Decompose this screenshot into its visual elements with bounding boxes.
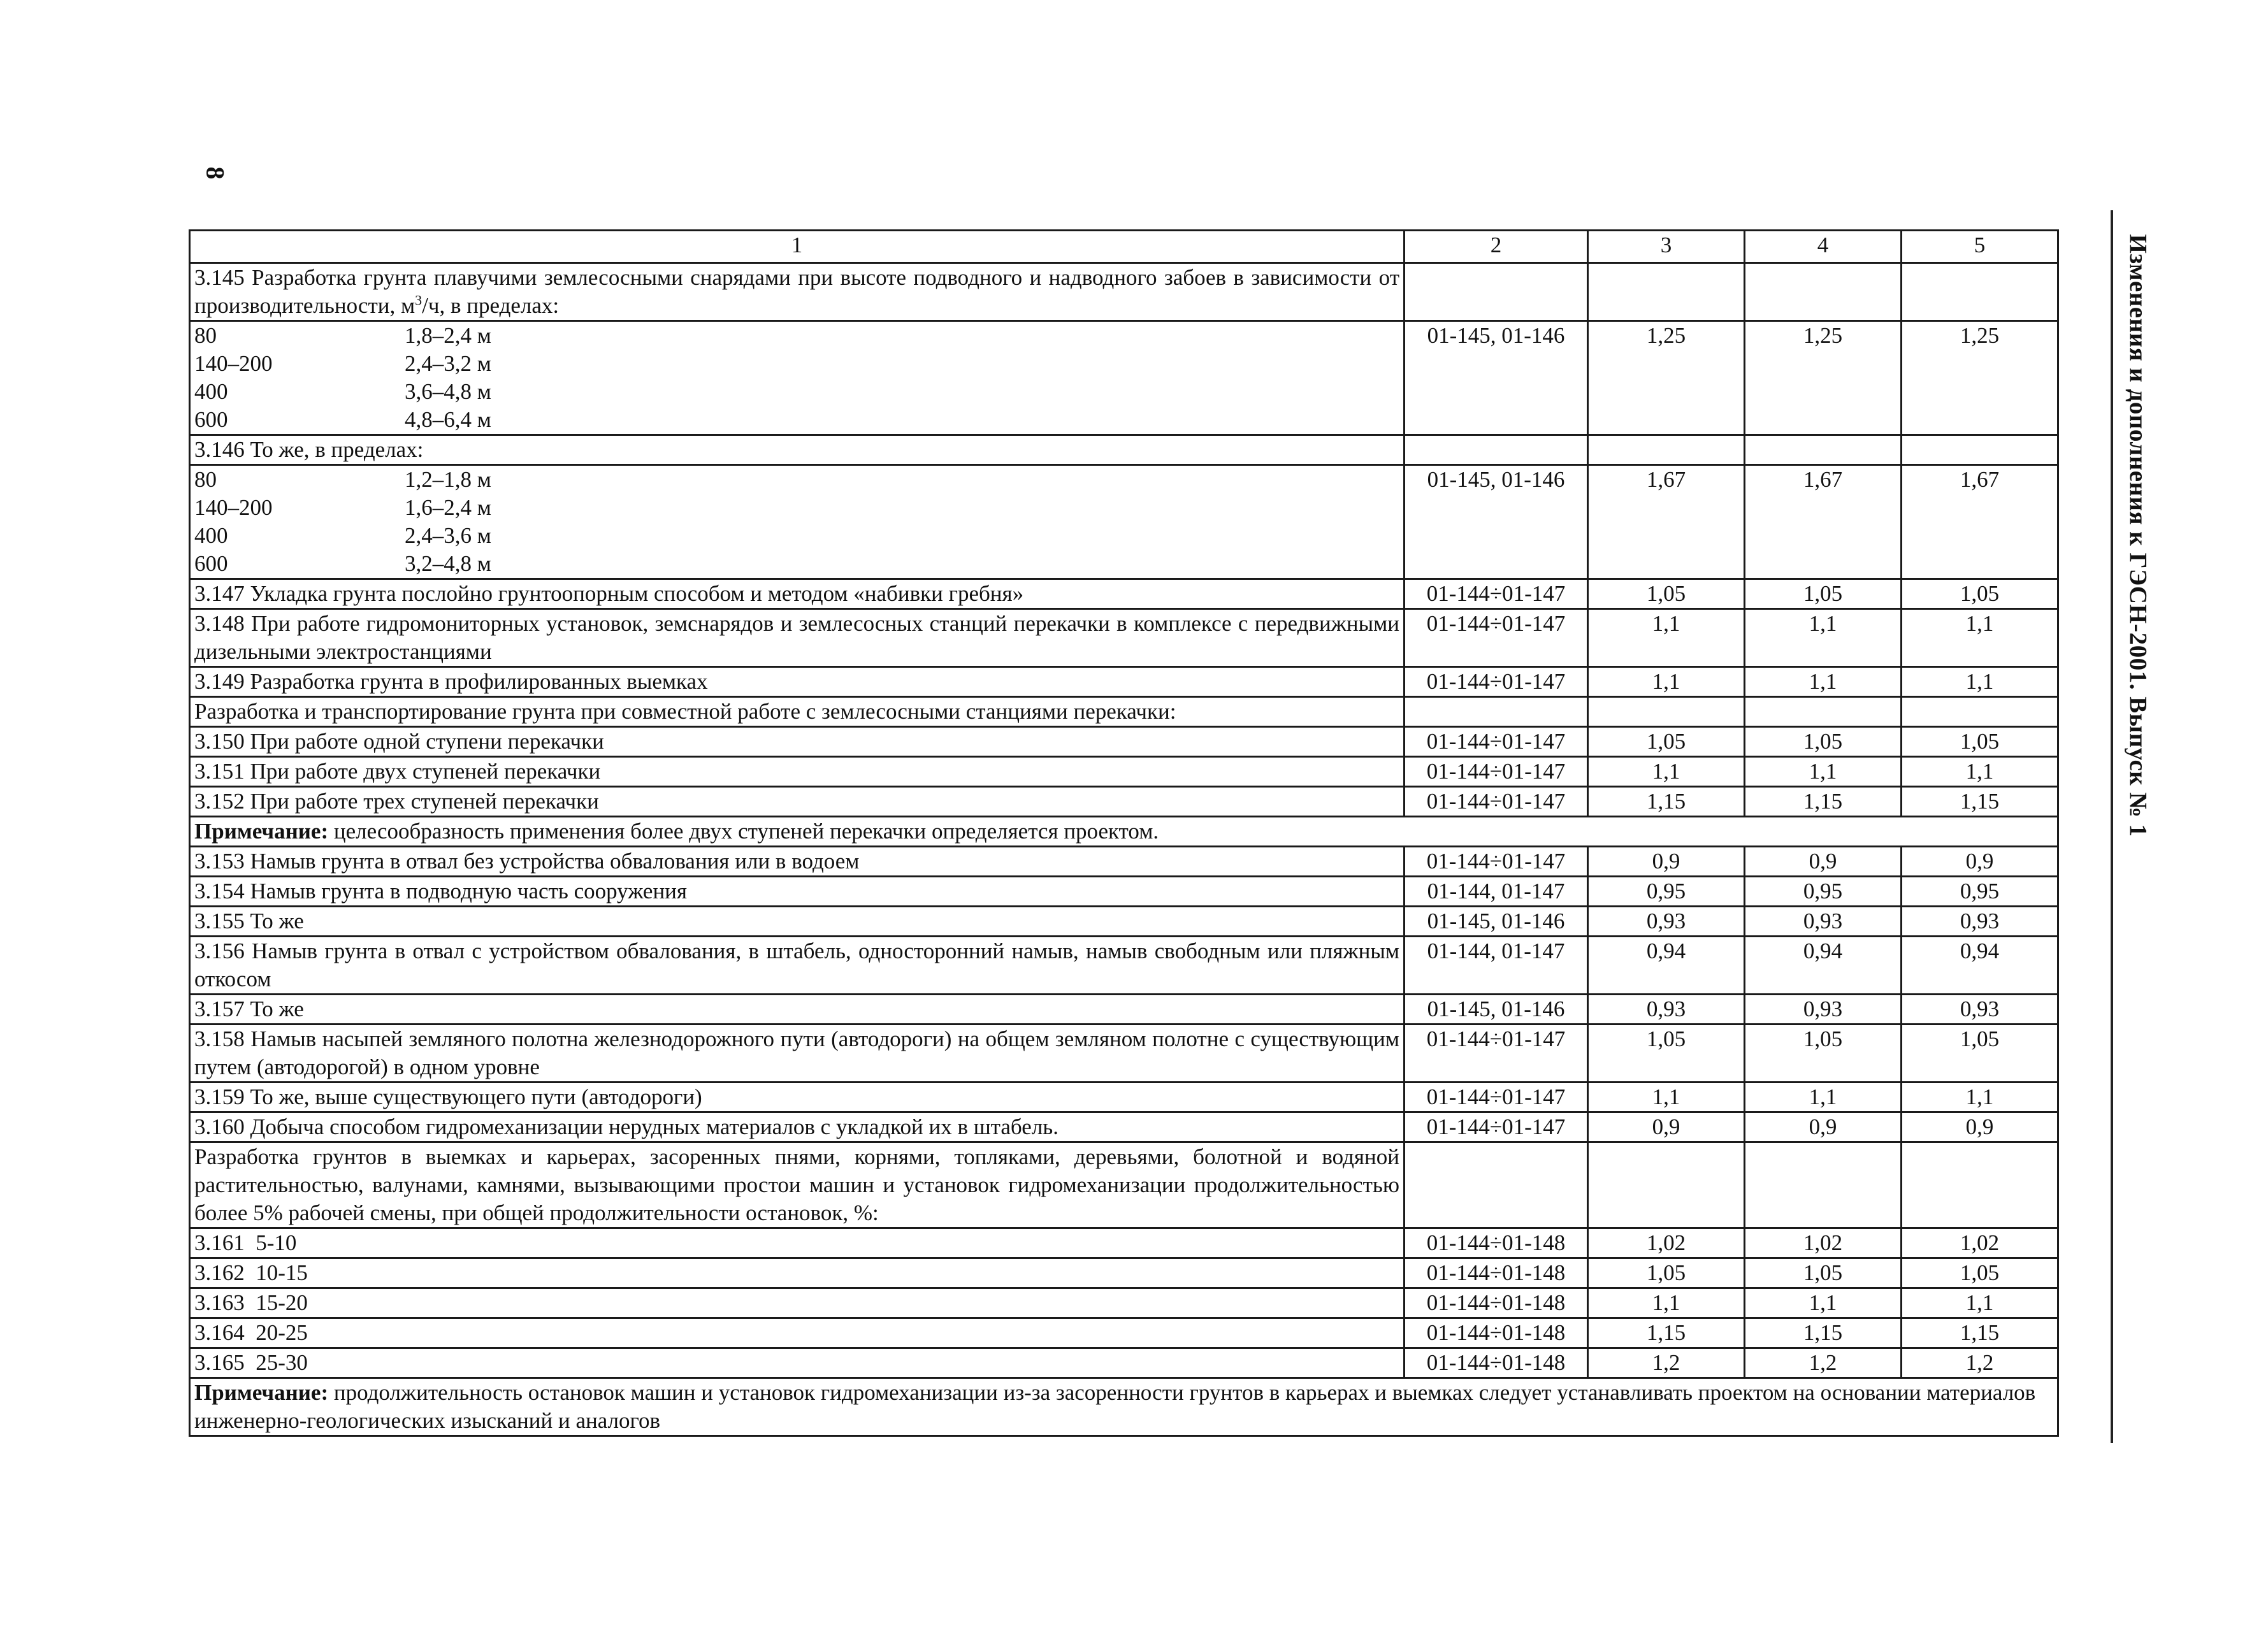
row-description: 3.150 При работе одной ступени перекачки (190, 727, 1405, 757)
row-value: 0,95 (1745, 877, 1902, 907)
row-value: 1,15 (1588, 1318, 1745, 1348)
table-row (190, 1083, 2058, 1112)
row-value (1588, 435, 1745, 465)
side-divider (2111, 210, 2113, 1443)
row-code: 01-144, 01-147 (1405, 877, 1588, 907)
row-value: 1,05 (1902, 1258, 2058, 1288)
row-value: 1,15 (1902, 1318, 2058, 1348)
row-description: 3.161 5-10 (190, 1228, 1405, 1258)
row-value: 1,1 (1745, 667, 1902, 697)
group-heading-row (190, 1142, 2058, 1228)
row-value: 0,9 (1745, 1112, 1902, 1142)
row-description: 3.163 15-20 (190, 1288, 1405, 1318)
column-header: 5 (1902, 231, 2058, 263)
row-description: 3.145 Разработка грунта плавучими землесосными снарядами при высоте подводного и надводного забоев в зависимости от производительности, $м^3/ч$, в пределах: (190, 263, 1405, 321)
row-value: 0,9 (1902, 847, 2058, 877)
row-code: 01-144÷01-147 (1405, 847, 1588, 877)
table-row (190, 1228, 2058, 1258)
row-value: 1,05 (1902, 727, 2058, 757)
row-value (1902, 263, 2058, 321)
table-row (190, 937, 2058, 995)
row-value: 0,93 (1745, 995, 1902, 1025)
table-row (190, 579, 2058, 609)
row-value: 1,1 (1902, 1288, 2058, 1318)
row-description: 3.153 Намыв грунта в отвал без устройства обвалования или в водоем (190, 847, 1405, 877)
row-value: 1,05 (1588, 727, 1745, 757)
row-description: 3.156 Намыв грунта в отвал с устройством обвалования, в штабель, односторонний намыв, намыв свободным или пляжным откосом (190, 937, 1405, 995)
row-code: 01-145, 01-146 (1405, 321, 1588, 435)
row-value: 1,05 (1745, 1025, 1902, 1083)
table-row (190, 1112, 2058, 1142)
running-title-text: Изменения и дополнения к ГЭСН-2001. Выпуск № 1 (2124, 234, 2152, 837)
row-value (1745, 1142, 1902, 1228)
row-value: 1,05 (1588, 1258, 1745, 1288)
row-value: 1,05 (1745, 727, 1902, 757)
group-heading: Разработка и транспортирование грунта при совместной работе с землесосными станциями перекачки: (190, 697, 1405, 727)
row-code (1405, 697, 1588, 727)
row-value: 0,94 (1588, 937, 1745, 995)
row-value: 1,1 (1745, 1083, 1902, 1112)
sub-item: 80 1,8–2,4 м (194, 323, 491, 348)
row-value: 1,15 (1745, 1318, 1902, 1348)
page-number: 8 (201, 166, 230, 180)
row-value: 0,9 (1745, 847, 1902, 877)
row-value (1745, 263, 1902, 321)
running-title (2103, 210, 2173, 860)
row-value: 1,1 (1588, 667, 1745, 697)
sub-item: 140–200 1,6–2,4 м (194, 495, 491, 520)
row-description: 3.146 То же, в пределах: (190, 435, 1405, 465)
row-value: 1,25 (1745, 321, 1902, 435)
row-value (1588, 697, 1745, 727)
row-value (1745, 697, 1902, 727)
row-value: 0,9 (1588, 1112, 1745, 1142)
row-value (1902, 1142, 2058, 1228)
row-value: 1,1 (1588, 609, 1745, 667)
row-description: 3.159 То же, выше существующего пути (автодороги) (190, 1083, 1405, 1112)
row-code: 01-144÷01-147 (1405, 579, 1588, 609)
row-value: 1,15 (1902, 787, 2058, 817)
row-description: 3.160 Добыча способом гидромеханизации нерудных материалов с укладкой их в штабель. (190, 1112, 1405, 1142)
row-value: 1,67 (1745, 465, 1902, 579)
coefficients-table (189, 229, 2059, 1437)
row-value (1902, 435, 2058, 465)
row-value: 0,9 (1902, 1112, 2058, 1142)
row-code: 01-144÷01-147 (1405, 787, 1588, 817)
row-value: 1,67 (1902, 465, 2058, 579)
row-description: 3.149 Разработка грунта в профилированных выемках (190, 667, 1405, 697)
row-value: 0,93 (1902, 907, 2058, 937)
note-row (190, 1378, 2058, 1436)
table-row (190, 877, 2058, 907)
row-value: 1,1 (1588, 1288, 1745, 1318)
sub-item: 80 1,2–1,8 м (194, 467, 491, 492)
row-value: 1,05 (1588, 1025, 1745, 1083)
row-value: 1,1 (1902, 1083, 2058, 1112)
row-code: 01-144÷01-148 (1405, 1258, 1588, 1288)
note-text: целесообразность применения более двух ступеней перекачки определяется проектом. (328, 819, 1159, 844)
row-code (1405, 263, 1588, 321)
row-value: 1,1 (1745, 1288, 1902, 1318)
row-code (1405, 435, 1588, 465)
row-description: 3.154 Намыв грунта в подводную часть сооружения (190, 877, 1405, 907)
row-description: 3.165 25-30 (190, 1348, 1405, 1378)
table-row (190, 1258, 2058, 1288)
table-row (190, 995, 2058, 1025)
column-header: 4 (1745, 231, 1902, 263)
row-code: 01-144÷01-147 (1405, 1112, 1588, 1142)
row-value: 0,95 (1902, 877, 2058, 907)
row-value: 1,15 (1588, 787, 1745, 817)
row-description: 3.151 При работе двух ступеней перекачки (190, 757, 1405, 787)
row-value: 0,94 (1902, 937, 2058, 995)
column-header: 2 (1405, 231, 1588, 263)
note (190, 1378, 2058, 1436)
row-value (1588, 1142, 1745, 1228)
group-heading-row (190, 697, 2058, 727)
row-value: 1,25 (1588, 321, 1745, 435)
row-value: 0,93 (1588, 995, 1745, 1025)
sub-item: 400 2,4–3,6 м (194, 523, 491, 548)
row-description: 3.155 То же (190, 907, 1405, 937)
row-subitems (190, 465, 1405, 579)
table-row (190, 907, 2058, 937)
sub-item: 600 4,8–6,4 м (194, 407, 491, 432)
note-label: Примечание: (194, 819, 329, 844)
row-value: 0,93 (1902, 995, 2058, 1025)
row-description: 3.148 При работе гидромониторных установок, земснарядов и землесосных станций перекачки в комплексе с передвижными дизельными электростанциями (190, 609, 1405, 667)
row-description: 3.162 10-15 (190, 1258, 1405, 1288)
row-value: 1,1 (1902, 757, 2058, 787)
row-value: 1,05 (1588, 579, 1745, 609)
table-row (190, 667, 2058, 697)
row-code: 01-144÷01-148 (1405, 1318, 1588, 1348)
row-value: 1,1 (1745, 609, 1902, 667)
row-value: 1,15 (1745, 787, 1902, 817)
row-value: 1,05 (1902, 579, 2058, 609)
row-value: 1,1 (1588, 757, 1745, 787)
row-description: 3.158 Намыв насыпей земляного полотна железнодорожного пути (автодороги) на общем земляном полотне с существующим путем (автодорогой) в одном уровне (190, 1025, 1405, 1083)
table-row (190, 757, 2058, 787)
row-value: 1,2 (1745, 1348, 1902, 1378)
table-row (190, 1288, 2058, 1318)
row-code: 01-144÷01-148 (1405, 1228, 1588, 1258)
note-text: продолжительность остановок машин и установок гидромеханизации из-за засоренности грунтов в карьерах и выемках следует устанавливать проектом на основании материалов инженерно-геологических изысканий и аналогов (194, 1380, 2036, 1433)
row-code: 01-144÷01-147 (1405, 1025, 1588, 1083)
row-value: 1,1 (1745, 757, 1902, 787)
row-subitems (190, 321, 1405, 435)
row-value: 1,2 (1588, 1348, 1745, 1378)
table-row (190, 1025, 2058, 1083)
row-value: 1,25 (1902, 321, 2058, 435)
row-value: 1,1 (1902, 609, 2058, 667)
row-code: 01-144÷01-147 (1405, 727, 1588, 757)
row-code: 01-144÷01-148 (1405, 1288, 1588, 1318)
table-row (190, 321, 2058, 435)
table-row (190, 787, 2058, 817)
row-description: 3.157 То же (190, 995, 1405, 1025)
row-description: 3.164 20-25 (190, 1318, 1405, 1348)
table-header-row (190, 231, 2058, 263)
sub-item: 140–200 2,4–3,2 м (194, 351, 491, 376)
row-value: 1,05 (1902, 1025, 2058, 1083)
note-label: Примечание: (194, 1380, 329, 1405)
column-header: 1 (190, 231, 1405, 263)
row-value: 1,2 (1902, 1348, 2058, 1378)
table-row (190, 609, 2058, 667)
row-value: 0,93 (1588, 907, 1745, 937)
row-value: 1,05 (1745, 579, 1902, 609)
row-value: 0,94 (1745, 937, 1902, 995)
row-value (1588, 263, 1745, 321)
row-description: 3.152 При работе трех ступеней перекачки (190, 787, 1405, 817)
table-row (190, 1348, 2058, 1378)
row-code (1405, 1142, 1588, 1228)
row-code: 01-145, 01-146 (1405, 465, 1588, 579)
column-header: 3 (1588, 231, 1745, 263)
sub-item: 400 3,6–4,8 м (194, 379, 491, 404)
sub-item: 600 3,2–4,8 м (194, 551, 491, 576)
note-row (190, 817, 2058, 847)
row-value (1745, 435, 1902, 465)
table-row (190, 847, 2058, 877)
row-value: 1,1 (1588, 1083, 1745, 1112)
note (190, 817, 2058, 847)
row-value: 1,05 (1745, 1258, 1902, 1288)
row-value: 0,95 (1588, 877, 1745, 907)
table-row (190, 263, 2058, 321)
row-value: 1,02 (1745, 1228, 1902, 1258)
row-code: 01-144, 01-147 (1405, 937, 1588, 995)
row-code: 01-145, 01-146 (1405, 907, 1588, 937)
row-value: 0,93 (1745, 907, 1902, 937)
row-value: 0,9 (1588, 847, 1745, 877)
table-row (190, 465, 2058, 579)
row-value: 1,02 (1588, 1228, 1745, 1258)
row-code: 01-144÷01-147 (1405, 609, 1588, 667)
table-row (190, 1318, 2058, 1348)
table-row (190, 435, 2058, 465)
row-value: 1,02 (1902, 1228, 2058, 1258)
table-row (190, 727, 2058, 757)
row-code: 01-144÷01-147 (1405, 757, 1588, 787)
row-value: 1,1 (1902, 667, 2058, 697)
group-heading: Разработка грунтов в выемках и карьерах, засоренных пнями, корнями, топляками, деревьями, болотной и водяной растительностью, валунами, камнями, вызывающими простои машин и установок гидромеханизации продолжительностью более 5% рабочей смены, при общей продолжительности остановок, %: (190, 1142, 1405, 1228)
row-value: 1,67 (1588, 465, 1745, 579)
row-code: 01-144÷01-147 (1405, 1083, 1588, 1112)
row-value (1902, 697, 2058, 727)
row-code: 01-145, 01-146 (1405, 995, 1588, 1025)
row-code: 01-144÷01-147 (1405, 667, 1588, 697)
row-description: 3.147 Укладка грунта послойно грунтоопорным способом и методом «набивки гребня» (190, 579, 1405, 609)
row-code: 01-144÷01-148 (1405, 1348, 1588, 1378)
